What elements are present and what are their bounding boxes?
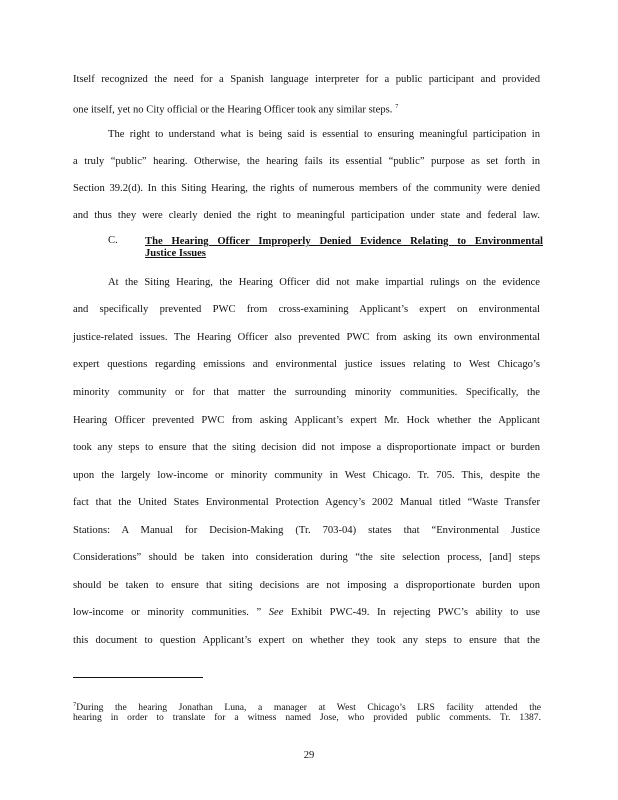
footnote-marker: 7 [73,701,77,708]
body-text-line: fact that the United States Environmental Protection Agency’s 2002 Manual titled “Waste Transfer [73,497,540,508]
section-letter: C. [108,235,118,246]
body-text-line: minority community or for that matter the surrounding minority communities. Specifically, the [73,387,540,398]
footnote-text: During the hearing Jonathan Luna, a manager at West Chicago’s LRS facility attended the [76,702,541,714]
body-text-line: Section 39.2(d). In this Siting Hearing, the rights of numerous members of the community were denied [73,183,540,194]
body-text-line: this document to question Applicant’s expert on whether they took any steps to ensure that the [73,635,540,646]
body-text-line: justice-related issues. The Hearing Officer also prevented PWC from asking its own environmental [73,332,540,343]
body-text-line: Itself recognized the need for a Spanish language interpreter for a public participant and provided [73,74,540,85]
section-heading [145,236,543,260]
body-text-line: took any steps to ensure that the siting decision did not impose a disproportionate impact or burden [73,442,540,453]
body-text-line: and specifically prevented PWC from cross-examining Applicant’s expert on environmental [73,304,540,315]
section-heading-line: The Hearing Officer Improperly Denied Evidence Relating to Environmental [145,236,543,247]
body-text-line: should be taken to ensure that siting decisions are not imposing a disproportionate burden upon [73,580,540,591]
citation-signal: See [268,607,284,618]
body-text-line: and thus they were clearly denied the right to meaningful participation under state and federal law. [73,210,540,221]
body-text-line: Stations: A Manual for Decision-Making (Tr. 703-04) states that “Environmental Justice [73,525,540,536]
footnote-reference: 7 [395,103,399,110]
footnote-separator [73,677,203,678]
page-number: 29 [303,750,315,761]
footnote-line: hearing in order to translate for a witness named Jose, who provided public comments. Tr. 1387. [73,712,541,723]
body-text-line: The right to understand what is being said is essential to ensuring meaningful participation in [108,129,540,140]
body-text-line: At the Siting Hearing, the Hearing Officer did not make impartial rulings on the evidence [108,277,540,288]
body-text: one itself, yet no City official or the Hearing Officer took any similar steps. [73,104,393,116]
body-text: Exhibit PWC-49. In rejecting PWC’s ability to use [290,607,540,618]
body-text-line: upon the largely low-income or minority community in West Chicago. Tr. 705. This, despite the [73,470,540,481]
body-text-line: Hearing Officer prevented PWC from asking Applicant’s expert Mr. Hock whether the Applicant [73,415,540,426]
section-heading-line: Justice Issues [145,248,206,259]
body-text-line [73,100,398,118]
body-text: low-income or minority communities. ” [73,607,262,618]
body-text-line: expert questions regarding emissions and environmental justice issues relating to West Chicago’s [73,359,540,370]
body-text-line [73,606,540,620]
body-text-line: Considerations” should be taken into consideration during “the site selection process, [and] steps [73,552,540,563]
body-text-line: a truly “public” hearing. Otherwise, the hearing fails its essential “public” purpose as set forth in [73,156,540,167]
